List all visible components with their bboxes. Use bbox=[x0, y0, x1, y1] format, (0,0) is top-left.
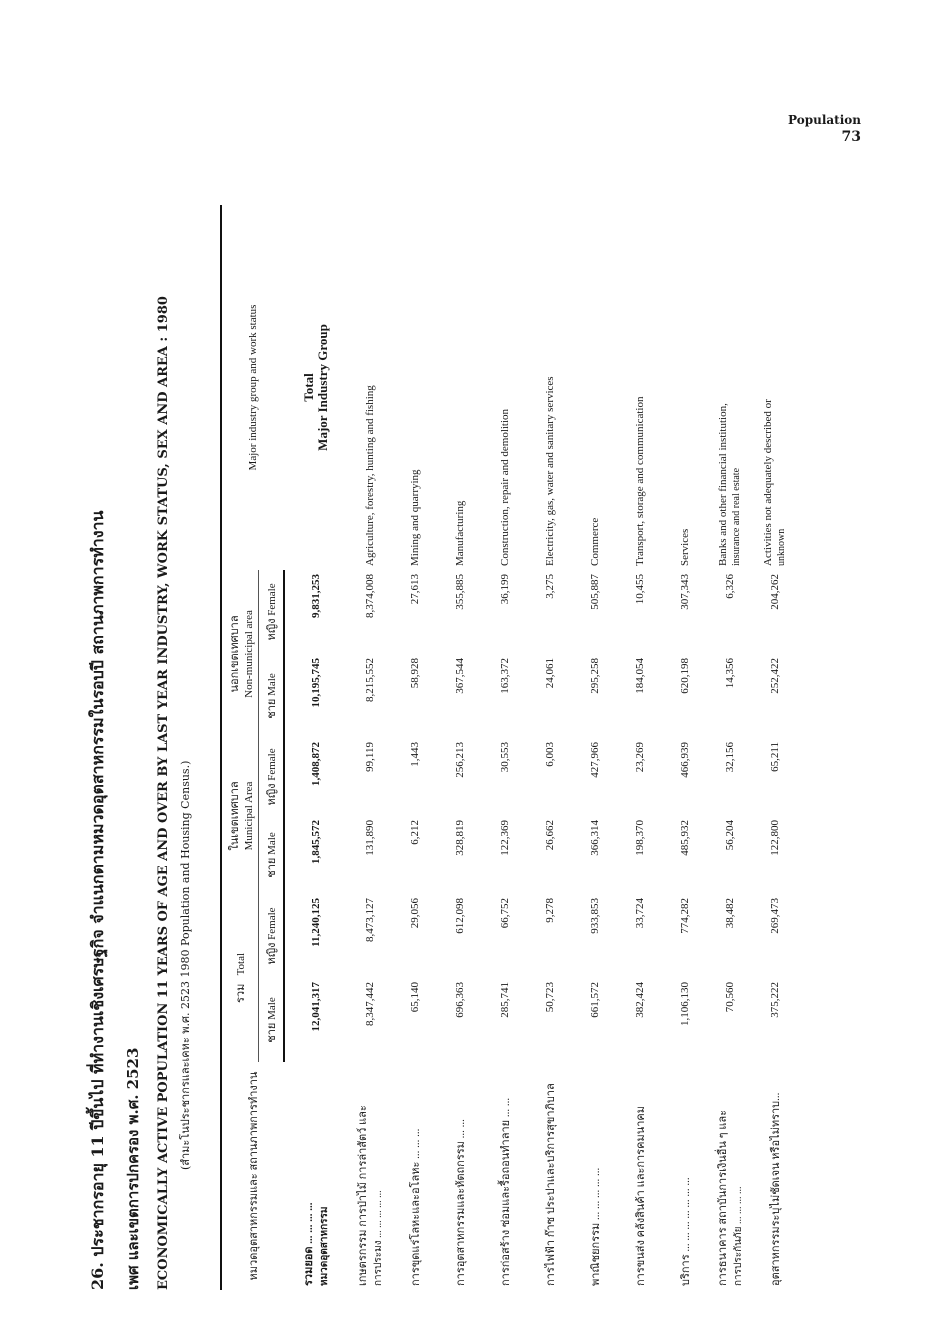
nonmunicipal-female-cell: 27,613 bbox=[408, 573, 421, 605]
total-male-cell: 375,222 bbox=[768, 982, 781, 1018]
total-male-header: ชาย Male bbox=[259, 978, 285, 1062]
table-row bbox=[572, 205, 617, 1290]
row-english-label: Total Major Industry Group bbox=[300, 324, 330, 451]
nonmunicipal-en-label: Non-municipal area bbox=[243, 610, 255, 698]
municipal-male-cell: 26,662 bbox=[543, 819, 556, 851]
total-male-cell: 50,723 bbox=[543, 982, 556, 1013]
municipal-female-cell: 1,408,872 bbox=[310, 741, 322, 786]
municipal-female-cell: 99,119 bbox=[363, 741, 376, 772]
nonmunicipal-male-cell: 620,198 bbox=[678, 657, 691, 694]
total-en-label: Total bbox=[235, 952, 247, 976]
table-row bbox=[284, 205, 347, 1290]
row-thai-label: เกษตรกรรม การป่าไม้ การล่าสัตว์ และ การประมง ... ... ... ... ... bbox=[357, 1105, 384, 1286]
municipal-male-cell: 328,819 bbox=[453, 819, 466, 856]
row-english-label: Transport, storage and communication bbox=[633, 396, 646, 566]
municipal-female-cell: 1,443 bbox=[408, 741, 421, 767]
total-female-header: หญิง Female bbox=[259, 894, 285, 978]
total-male-cell: 382,424 bbox=[633, 982, 646, 1018]
row-thai-label: การธนาคาร สถาบันการเงินอื่น ๆ และ การประกันภัย ... ... ... ... bbox=[717, 1109, 744, 1286]
municipal-male-cell: 122,369 bbox=[498, 819, 511, 856]
total-male-cell: 696,363 bbox=[453, 982, 466, 1018]
municipal-en-label: Municipal Area bbox=[243, 781, 255, 851]
nonmunicipal-male-cell: 58,928 bbox=[408, 657, 421, 689]
nonmunicipal-female-cell: 3,275 bbox=[543, 573, 556, 599]
municipal-male-cell: 122,800 bbox=[768, 819, 781, 856]
table-row bbox=[752, 205, 797, 1290]
total-female-cell: 933,853 bbox=[588, 897, 601, 934]
row-thai-label: การไฟฟ้า ก๊าซ ประปาและบริการสุขาภิบาล bbox=[544, 1083, 557, 1286]
total-female-cell: 774,282 bbox=[678, 897, 691, 934]
total-male-cell: 70,560 bbox=[723, 982, 736, 1013]
nonmunicipal-female-cell: 355,885 bbox=[453, 573, 466, 610]
row-thai-label: อุตสาหกรรมระบุไม่ชัดเจน หรือไม่ทราบ... bbox=[769, 1092, 782, 1286]
nonmunicipal-male-cell: 8,215,552 bbox=[363, 657, 376, 702]
municipal-female-cell: 427,966 bbox=[588, 741, 601, 778]
table-row bbox=[662, 205, 707, 1290]
total-female-cell: 612,098 bbox=[453, 897, 466, 934]
nonmunicipal-female-cell: 204,262 bbox=[768, 573, 781, 610]
english-stub-header: Major industry group and work status bbox=[221, 205, 284, 570]
table-row bbox=[707, 205, 752, 1290]
nonmunicipal-female-cell: 505,887 bbox=[588, 573, 601, 610]
nonmunicipal-th-label: นอกเขตเทศบาล bbox=[229, 615, 241, 693]
nonmunicipal-female-cell: 8,374,008 bbox=[363, 573, 376, 618]
total-female-cell: 269,473 bbox=[768, 897, 781, 934]
row-english-label: Commerce bbox=[588, 517, 601, 566]
nonmunicipal-male-header: ชาย Male bbox=[259, 654, 285, 738]
row-thai-label: พาณิชยกรรม ... ... ... ... ... bbox=[589, 1167, 602, 1286]
nonmunicipal-male-cell: 10,195,745 bbox=[310, 657, 322, 708]
municipal-female-cell: 32,156 bbox=[723, 741, 736, 773]
total-female-cell: 9,278 bbox=[543, 897, 556, 923]
row-english-label: Services bbox=[678, 528, 691, 566]
row-english-label: Banks and other financial institution, insurance and real estate bbox=[716, 403, 742, 566]
nonmunicipal-male-cell: 184,054 bbox=[633, 657, 646, 694]
municipal-female-cell: 256,213 bbox=[453, 741, 466, 778]
data-table bbox=[220, 205, 797, 1290]
total-male-cell: 661,572 bbox=[588, 982, 601, 1018]
total-female-cell: 11,240,125 bbox=[310, 897, 322, 947]
nonmunicipal-female-header: หญิง Female bbox=[259, 570, 285, 654]
municipal-male-header: ชาย Male bbox=[259, 816, 285, 894]
row-thai-label: บริการ ... ... ... ... ... ... ... bbox=[679, 1177, 692, 1286]
nonmunicipal-female-cell: 36,199 bbox=[498, 573, 511, 605]
municipal-male-cell: 485,932 bbox=[678, 819, 691, 856]
municipal-th-label: ในเขตเทศบาล bbox=[229, 781, 241, 851]
nonmunicipal-male-cell: 14,356 bbox=[723, 657, 736, 689]
table-row bbox=[527, 205, 572, 1290]
row-thai-label: รวมยอด ... ... ... ... หมวดอุตสาหกรรม bbox=[303, 1202, 330, 1286]
row-english-label: Mining and quarrying bbox=[408, 469, 421, 566]
table-row bbox=[392, 205, 437, 1290]
total-group-header bbox=[221, 894, 259, 1062]
table-row bbox=[617, 205, 662, 1290]
source-note: (สำมะโนประชากรและเคหะ พ.ศ. 2523 1980 Population and Housing Census.) bbox=[179, 760, 192, 1170]
row-english-label: Construction, repair and demolition bbox=[498, 408, 511, 566]
table-row bbox=[347, 205, 392, 1290]
total-female-cell: 29,056 bbox=[408, 897, 421, 929]
total-female-cell: 66,752 bbox=[498, 897, 511, 929]
row-thai-label: การขุดแร่โลหะและอโลหะ ... ... ... bbox=[409, 1128, 422, 1286]
english-title: ECONOMICALLY ACTIVE POPULATION 11 YEARS OF AGE AND OVER BY LAST YEAR INDUSTRY, WORK STATUS, SEX AND AREA : 1980 bbox=[156, 296, 171, 1290]
total-female-cell: 33,724 bbox=[633, 897, 646, 929]
thai-title: 26. ประชากรอายุ 11 ปีขึ้นไป ที่ทำงานเชิงเศรษฐกิจ จำแนกตามหมวดอุตสาหกรรมในรอบปี สถานภาพการทำงาน bbox=[88, 510, 107, 1290]
row-thai-label: การขนส่ง คลังสินค้า และการคมนาคม bbox=[634, 1105, 647, 1286]
nonmunicipal-male-cell: 252,422 bbox=[768, 657, 781, 694]
page-number: 73 bbox=[841, 129, 861, 145]
nonmunicipal-male-cell: 295,258 bbox=[588, 657, 601, 694]
nonmunicipal-male-cell: 24,061 bbox=[543, 657, 556, 689]
municipal-female-cell: 65,211 bbox=[768, 741, 781, 772]
header-row-groups bbox=[221, 205, 259, 1290]
nonmunicipal-male-cell: 163,372 bbox=[498, 657, 511, 694]
thai-stub-header: หมวดอุตสาหกรรมและ สถานภาพการทำงาน bbox=[221, 1062, 284, 1290]
table-row bbox=[437, 205, 482, 1290]
municipal-male-cell: 56,204 bbox=[723, 819, 736, 851]
total-male-cell: 1,106,130 bbox=[678, 982, 691, 1026]
thai-subtitle: เพศ และเขตการปกครอง พ.ศ. 2523 bbox=[124, 1047, 142, 1290]
total-male-cell: 12,041,317 bbox=[310, 982, 322, 1032]
municipal-male-cell: 131,890 bbox=[363, 819, 376, 856]
row-english-label: Activities not adequately described or unknown bbox=[761, 399, 787, 566]
row-english-label: Manufacturing bbox=[453, 500, 466, 566]
page-header bbox=[788, 112, 861, 146]
municipal-male-cell: 1,845,572 bbox=[310, 819, 322, 864]
nonmunicipal-female-cell: 307,343 bbox=[678, 573, 691, 610]
municipal-female-cell: 30,553 bbox=[498, 741, 511, 773]
municipal-male-cell: 198,370 bbox=[633, 819, 646, 856]
table-row bbox=[482, 205, 527, 1290]
total-female-cell: 8,473,127 bbox=[363, 897, 376, 942]
row-thai-label: การอุตสาหกรรมและหัตถกรรม ... ... bbox=[454, 1119, 467, 1286]
row-english-label: Electricity, gas, water and sanitary services bbox=[543, 376, 556, 566]
municipal-female-header: หญิง Female bbox=[259, 738, 285, 816]
table-titles bbox=[80, 180, 194, 1290]
municipal-female-cell: 466,939 bbox=[678, 741, 691, 778]
rotated-table-sheet bbox=[80, 180, 890, 1290]
municipal-female-cell: 6,003 bbox=[543, 741, 556, 767]
total-male-cell: 285,741 bbox=[498, 982, 511, 1018]
nonmunicipal-female-cell: 6,326 bbox=[723, 573, 736, 599]
row-thai-label: การก่อสร้าง ซ่อมและรื้อถอนทำลาย ... ... bbox=[499, 1097, 512, 1286]
section-label: Population bbox=[788, 113, 861, 127]
municipal-male-cell: 366,314 bbox=[588, 819, 601, 856]
nonmunicipal-group-header bbox=[221, 570, 259, 738]
municipal-group-header bbox=[221, 738, 259, 894]
nonmunicipal-female-cell: 9,831,253 bbox=[310, 573, 322, 618]
total-female-cell: 38,482 bbox=[723, 897, 736, 929]
municipal-female-cell: 23,269 bbox=[633, 741, 646, 773]
total-male-cell: 65,140 bbox=[408, 982, 421, 1013]
total-th-label: รวม bbox=[235, 983, 247, 1004]
total-male-cell: 8,347,442 bbox=[363, 982, 376, 1026]
nonmunicipal-male-cell: 367,544 bbox=[453, 657, 466, 694]
municipal-male-cell: 6,212 bbox=[408, 819, 421, 845]
nonmunicipal-female-cell: 10,455 bbox=[633, 573, 646, 605]
row-english-label: Agriculture, forestry, hunting and fishing bbox=[363, 385, 376, 566]
